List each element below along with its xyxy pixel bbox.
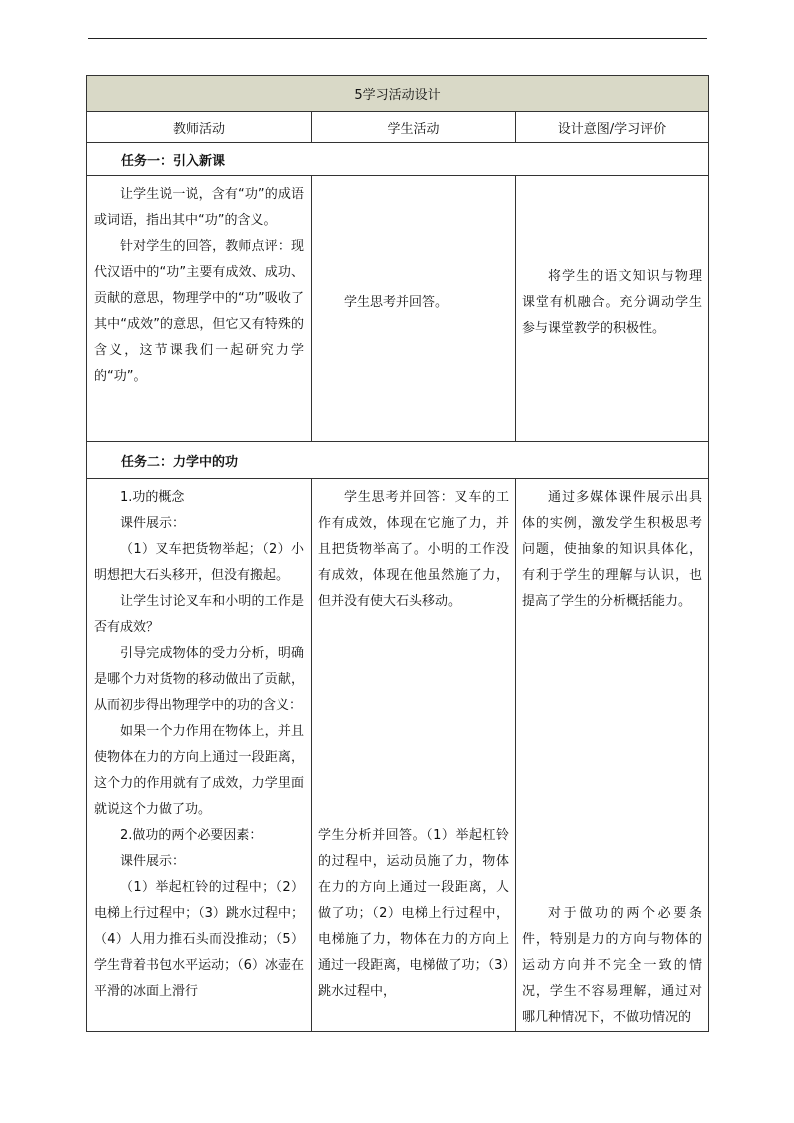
header-rule (88, 38, 707, 39)
task2-student-p1: 学生思考并回答：叉车的工作有成效，体现在它施了力，并且把货物举高了。小明的工作没有成效，体现在他虽然施了力，但并没有使大石头移动。 (318, 490, 509, 609)
task2-intent-p1: 通过多媒体课件展示出具体的实例，激发学生积极思考问题，使抽象的知识具体化，有利于学生的理解与认识，也提高了学生的分析概括能力。 (522, 490, 702, 609)
task2-teacher-p6: 如果一个力作用在物体上，并且使物体在力的方向上通过一段距离，这个力的作用就有了成效，力学里面就说这个力做了功。 (94, 724, 304, 817)
task1-teacher-cell (87, 176, 312, 442)
task2-teacher-p9: （1）举起杠铃的过程中；（2）电梯上行过程中；（3）跳水过程中；（4）人用力推石头而没推动；（5）学生背着书包水平运动；（6）冰壶在平滑的冰面上滑行 (94, 880, 304, 999)
task2-intent-p2: 对于做功的两个必要条件，特别是力的方向与物体的运动方向并不完全一致的情况，学生不容易理解，通过对哪几种情况下，不做功情况的 (522, 906, 702, 1025)
header-row (87, 112, 709, 143)
task2-teacher-p2: 课件展示： (120, 516, 186, 531)
task1-heading-row (87, 143, 709, 176)
task2-content-row (87, 479, 709, 1032)
task2-intent-cell (516, 479, 709, 1032)
task2-teacher-p4: 让学生讨论叉车和小明的工作是否有成效？ (94, 594, 304, 635)
title-row (87, 76, 709, 112)
header-teacher: 教师活动 (87, 112, 312, 143)
task2-teacher-p5: 引导完成物体的受力分析，明确是哪个力对货物的移动做出了贡献，从而初步得出物理学中的功的含义： (94, 646, 304, 713)
task1-teacher-p2: 针对学生的回答，教师点评：现代汉语中的“功”主要有成效、成功、贡献的意思，物理学中的“功”吸收了其中“成效”的意思，但它又有特殊的含义，这节课我们一起研究力学的“功”。 (94, 239, 304, 384)
task2-teacher-p3: （1）叉车把货物举起；（2）小明想把大石头移开，但没有搬起。 (94, 542, 304, 583)
task1-intent-p1: 将学生的语文知识与物理课堂有机融合。充分调动学生参与课堂教学的积极性。 (522, 269, 702, 336)
task2-teacher-p1: 1.功的概念 (120, 490, 185, 505)
task1-content-row (87, 176, 709, 442)
header-intent: 设计意图/学习评价 (516, 112, 709, 143)
task2-student-cell (312, 479, 516, 1032)
task1-student-p1: 学生思考并回答。 (344, 295, 449, 310)
task2-heading: 任务二：力学中的功 (87, 442, 709, 479)
task1-heading: 任务一：引入新课 (87, 143, 709, 176)
task2-teacher-p8: 课件展示： (120, 854, 186, 869)
task2-student-p2: 学生分析并回答。（1）举起杠铃的过程中，运动员施了力，物体在力的方向上通过一段距离，人做了功；（2）电梯上行过程中，电梯施了力，物体在力的方向上通过一段距离，电梯做了功；（3）跳水过程中， (318, 828, 509, 999)
task2-teacher-p7: 2.做功的两个必要因素： (120, 828, 263, 843)
task1-intent-cell (516, 176, 709, 442)
activity-design-table (86, 75, 709, 1032)
task2-teacher-cell (87, 479, 312, 1032)
task1-teacher-p1: 让学生说一说，含有“功”的成语或词语，指出其中“功”的含义。 (94, 187, 304, 228)
header-student: 学生活动 (312, 112, 516, 143)
table-title: 5学习活动设计 (87, 76, 709, 112)
task1-student-cell (312, 176, 516, 442)
task2-heading-row (87, 442, 709, 479)
